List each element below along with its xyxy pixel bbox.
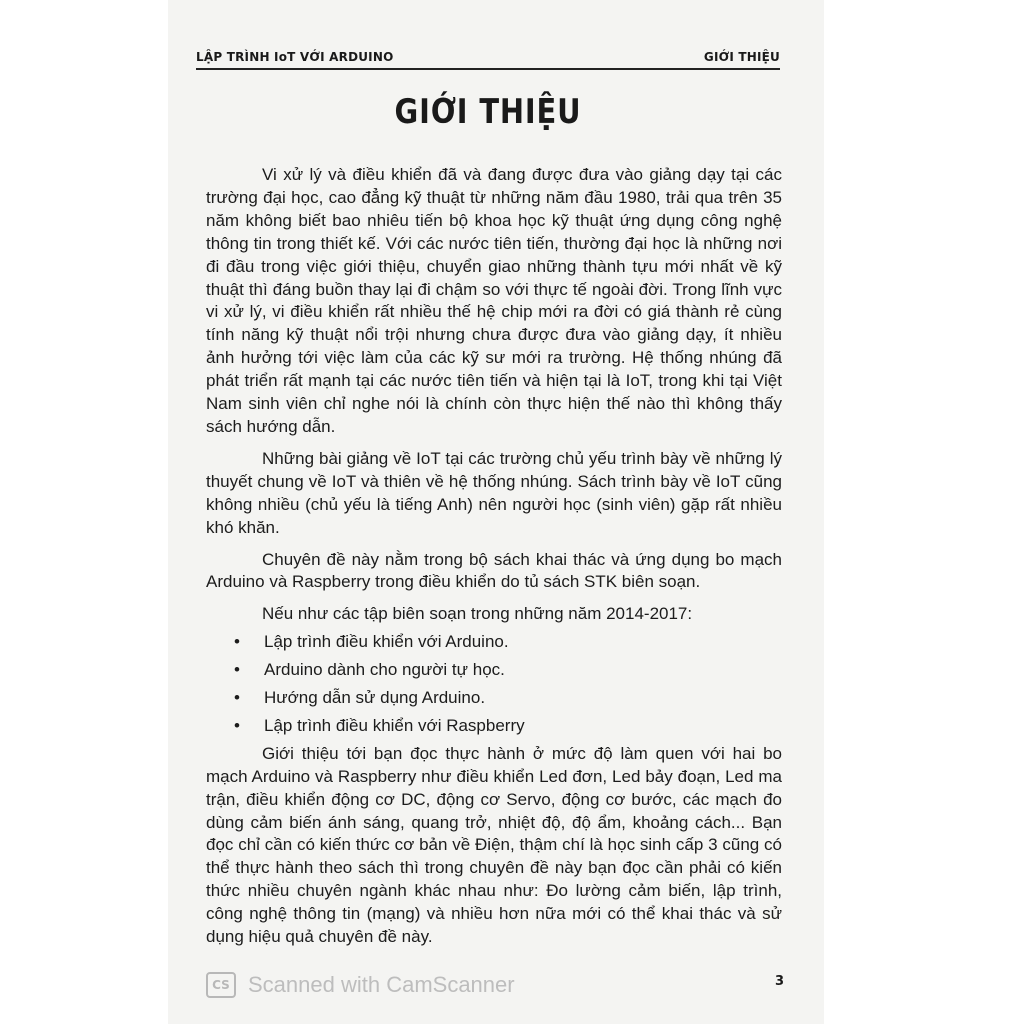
camscanner-logo-icon: CS [206,972,236,998]
scanner-watermark: Scanned with CamScanner [248,972,515,997]
list-item-text: Arduino dành cho người tự học. [264,660,505,680]
header-chapter-title: GIỚI THIỆU [703,50,780,64]
running-header [196,48,780,70]
bullet-icon: • [234,660,240,680]
page-number: 3 [774,974,784,989]
page-title: GIỚI THIỆU [394,92,582,132]
list-item-text: Lập trình điều khiển với Raspberry [264,715,525,735]
list-item [206,631,782,654]
list-item-text: Lập trình điều khiển với Arduino. [264,632,509,652]
list-item-text: Hướng dẫn sử dụng Arduino. [264,688,486,708]
body-text [206,164,782,958]
list-item [206,715,782,738]
bullet-icon: • [234,715,240,735]
paragraph-4: Nếu như các tập biên soạn trong những năm 2014-2017: [262,604,693,624]
bullet-icon: • [234,632,240,652]
page-footer [206,970,790,1002]
list-item [206,687,782,710]
bullet-icon: • [234,688,240,708]
paragraph-3: Chuyên đề này nằm trong bộ sách khai thác và ứng dụng bo mạch Arduino và Raspberry trong điều khiển do tủ sách STK biên soạn. [206,549,782,592]
closing-paragraph: Giới thiệu tới bạn đọc thực hành ở mức độ làm quen với hai bo mạch Arduino và Raspberry như điều khiển Led đơn, Led bảy đoạn, Led ma trận, điều khiển động cơ DC, động cơ Servo, động cơ bước, các mạch đo dùng cảm biến ánh sáng, quang trở, nhiệt độ, độ ẩm, khoảng cách... Bạn đọc chỉ cần có kiến thức cơ bản về Điện, thậm chí là học sinh cấp 3 cũng có thể thực hành theo sách thì trong chuyên đề này bạn đọc cần phải có kiến thức nhiều chuyên ngành khác nhau như: Đo lường cảm biến, lập trình, công nghệ thông tin (mạng) và nhiều hơn nữa mới có thể khai thác và sử dụng hiệu quả chuyên đề này. [206,743,782,947]
paragraph-1: Vi xử lý và điều khiển đã và đang được đưa vào giảng dạy tại các trường đại học, cao đẳng kỹ thuật từ những năm đầu 1980, trải qua trên 35 năm không biết bao nhiêu tiến bộ khoa học kỹ thuật ứng dụng công nghệ thông tin trong thiết kế. Với các nước tiên tiến, thường đại học là những nơi đi đầu trong việc giới thiệu, chuyển giao những thành tựu mới nhất về kỹ thuật thì đáng buồn thay lại đi chậm so với thực tế ngoài đời. Trong lĩnh vực vi xử lý, vi điều khiển rất nhiều thế hệ chip mới ra đời có giá thành rẻ cùng tính năng kỹ thuật nổi trội nhưng chưa được đưa vào giảng dạy, ít nhiều ảnh hưởng tới việc làm của các kỹ sư mới ra trường. Hệ thống nhúng đã phát triển rất mạnh tại các nước tiên tiến và hiện tại là IoT, trong khi tại Việt Nam sinh viên chỉ nghe nói là chính còn thực hiện thế nào thì không thấy sách hướng dẫn. [206,165,782,436]
list-item [206,659,782,682]
header-book-title: LẬP TRÌNH IoT VỚI ARDUINO [196,50,394,64]
paragraph-2: Những bài giảng về IoT tại các trường chủ yếu trình bày về những lý thuyết chung về IoT và thiên về hệ thống nhúng. Sách trình bày về IoT cũng không nhiều (chủ yếu là tiếng Anh) nên người học (sinh viên) gặp rất nhiều khó khăn. [206,448,782,537]
bullet-list [206,631,782,738]
